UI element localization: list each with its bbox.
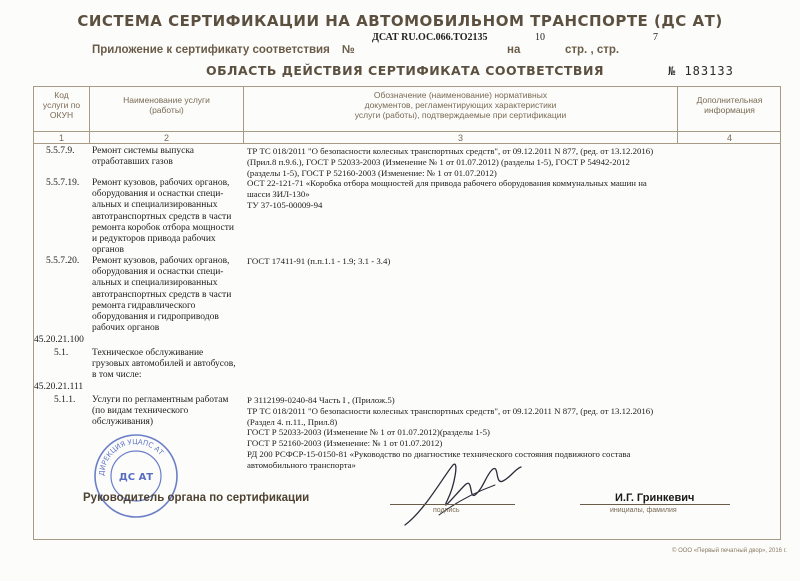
annex-number-label: № [342, 44, 355, 56]
table-row-code: 5.1. [54, 348, 69, 358]
table-row-code: 5.5.7.20. [46, 256, 80, 266]
certificate-number: ДСАТ RU.ОС.066.ТО2135 [372, 32, 488, 43]
column-number: 1 [58, 133, 64, 143]
table-row-service-name: Ремонт кузовов, рабочих органов, оборудования и оснастки специ- альных и специализированных автотранспортных средств в части ремонта коробок отбора мощности и редукторов привода рабочих органов [92, 178, 234, 256]
table-row-service-name: Ремонт системы выпуска отработавших газов [92, 146, 195, 168]
organization-title: СИСТЕМА СЕРТИФИКАЦИИ НА АВТОМОБИЛЬНОМ ТРАНСПОРТЕ (ДС АТ) [77, 12, 723, 30]
certification-stamp [92, 432, 180, 520]
signer-name: И.Г. Гринкевич [615, 492, 695, 504]
table-row-documents: ОСТ 22-121-71 «Коробка отбора мощностей для привода рабочего оборудования коммунальных машин на шасси ЗИЛ-130» ТУ 37-105-00009-94 [247, 178, 647, 210]
scope-title: ОБЛАСТЬ ДЕЙСТВИЯ СЕРТИФИКАТА СООТВЕТСТВИЯ [205, 63, 605, 78]
column-number: 4 [726, 133, 732, 143]
column-header-documents: Обозначение (наименование) нормативных документов, регламентирующих характеристики услуги (работы), подтверждаемые при сертификации [354, 90, 567, 120]
column-number: 2 [163, 133, 169, 143]
page-number: 10 [535, 32, 545, 43]
column-number: 3 [457, 133, 463, 143]
table-row-service-name: Ремонт кузовов, рабочих органов, оборудования и оснастки специ- альных и специализированных автотранспортных средств в части ремонта гидравлического оборудования и гидроприводов рабочих органов [92, 256, 232, 334]
handwritten-signature [395, 455, 525, 533]
column-header-code: Код услуги по ОКУН [42, 90, 81, 120]
table-row-code: 45.20.21.111 [34, 382, 84, 392]
annex-label: Приложение к сертификату соответствия [92, 44, 330, 56]
table-row-documents: ТР ТС 018/2011 "О безопасности колесных транспортных средств", от 09.12.2011 N 877, (ред. от 13.12.2016) (Прил.8 п.9.6.), ГОСТ Р 52033-2003 (Изменение № 1 от 01.07.2012) (разделы 1-5), ГОСТ Р 54942-2012 (разделы 1-5), ГОСТ Р 52160-2003 (Изменение: № 1 от 01.07.2012) [247, 146, 654, 178]
table-row-code: 5.1.1. [54, 395, 76, 405]
table-row-documents: ГОСТ 17411-91 (п.п.1.1 - 1.9; 3.1 - 3.4) [247, 256, 391, 266]
table-row-code: 5.5.7.9. [46, 146, 75, 156]
pages-label: стр. , стр. [565, 44, 620, 56]
name-line [580, 504, 730, 505]
name-caption: инициалы, фамилия [610, 507, 677, 514]
table-row-code: 45.20.21.100 [34, 335, 84, 345]
column-header-service-name: Наименование услуги (работы) [123, 95, 210, 115]
signature-line [390, 504, 515, 505]
column-header-additional-info: Дополнительная информация [696, 95, 763, 115]
signature-caption: подпись [433, 507, 460, 514]
table-row-documents: Р 3112199-0240-84 Часть I , (Прилож.5) ТР ТС 018/2011 "О безопасности колесных транспортных средств", от 09.12.2011 N 877, (ред. от 13.12.2016) (Раздел 4. п.11., Прил.8) ГОСТ Р 52033-2003 (Изменение № 1 от 01.07.2012)(разделы 1-5) ГОСТ Р 52160-2003 (Изменение: № 1 от 01.07.2012) РД 200 РСФСР-15-0150-81 «Руководство по диагностике технического состояния подвижного состава автомобильного транспорта» [247, 395, 654, 470]
on-label: на [507, 44, 521, 56]
table-row-code: 5.5.7.19. [46, 178, 80, 188]
table-row-service-name: Услуги по регламентным работам (по видам технического обслуживания) [92, 395, 229, 428]
signer-role-label: Руководитель органа по сертификации [83, 492, 310, 504]
serial-number: № 183133 [668, 64, 734, 78]
svg-text:ДИРЕКЦИЯ УЦАПС АТ [98, 438, 166, 476]
stamp-ring-text: ДИРЕКЦИЯ УЦАПС АТ [97, 437, 165, 477]
printer-imprint: © ООО «Первый печатный двор», 2016 г. [672, 548, 787, 554]
table-row-service-name: Техническое обслуживание грузовых автомобилей и автобусов, в том числе: [92, 348, 236, 381]
stamp-center-text: ДС АТ [118, 472, 154, 483]
total-pages: 7 [653, 32, 658, 43]
